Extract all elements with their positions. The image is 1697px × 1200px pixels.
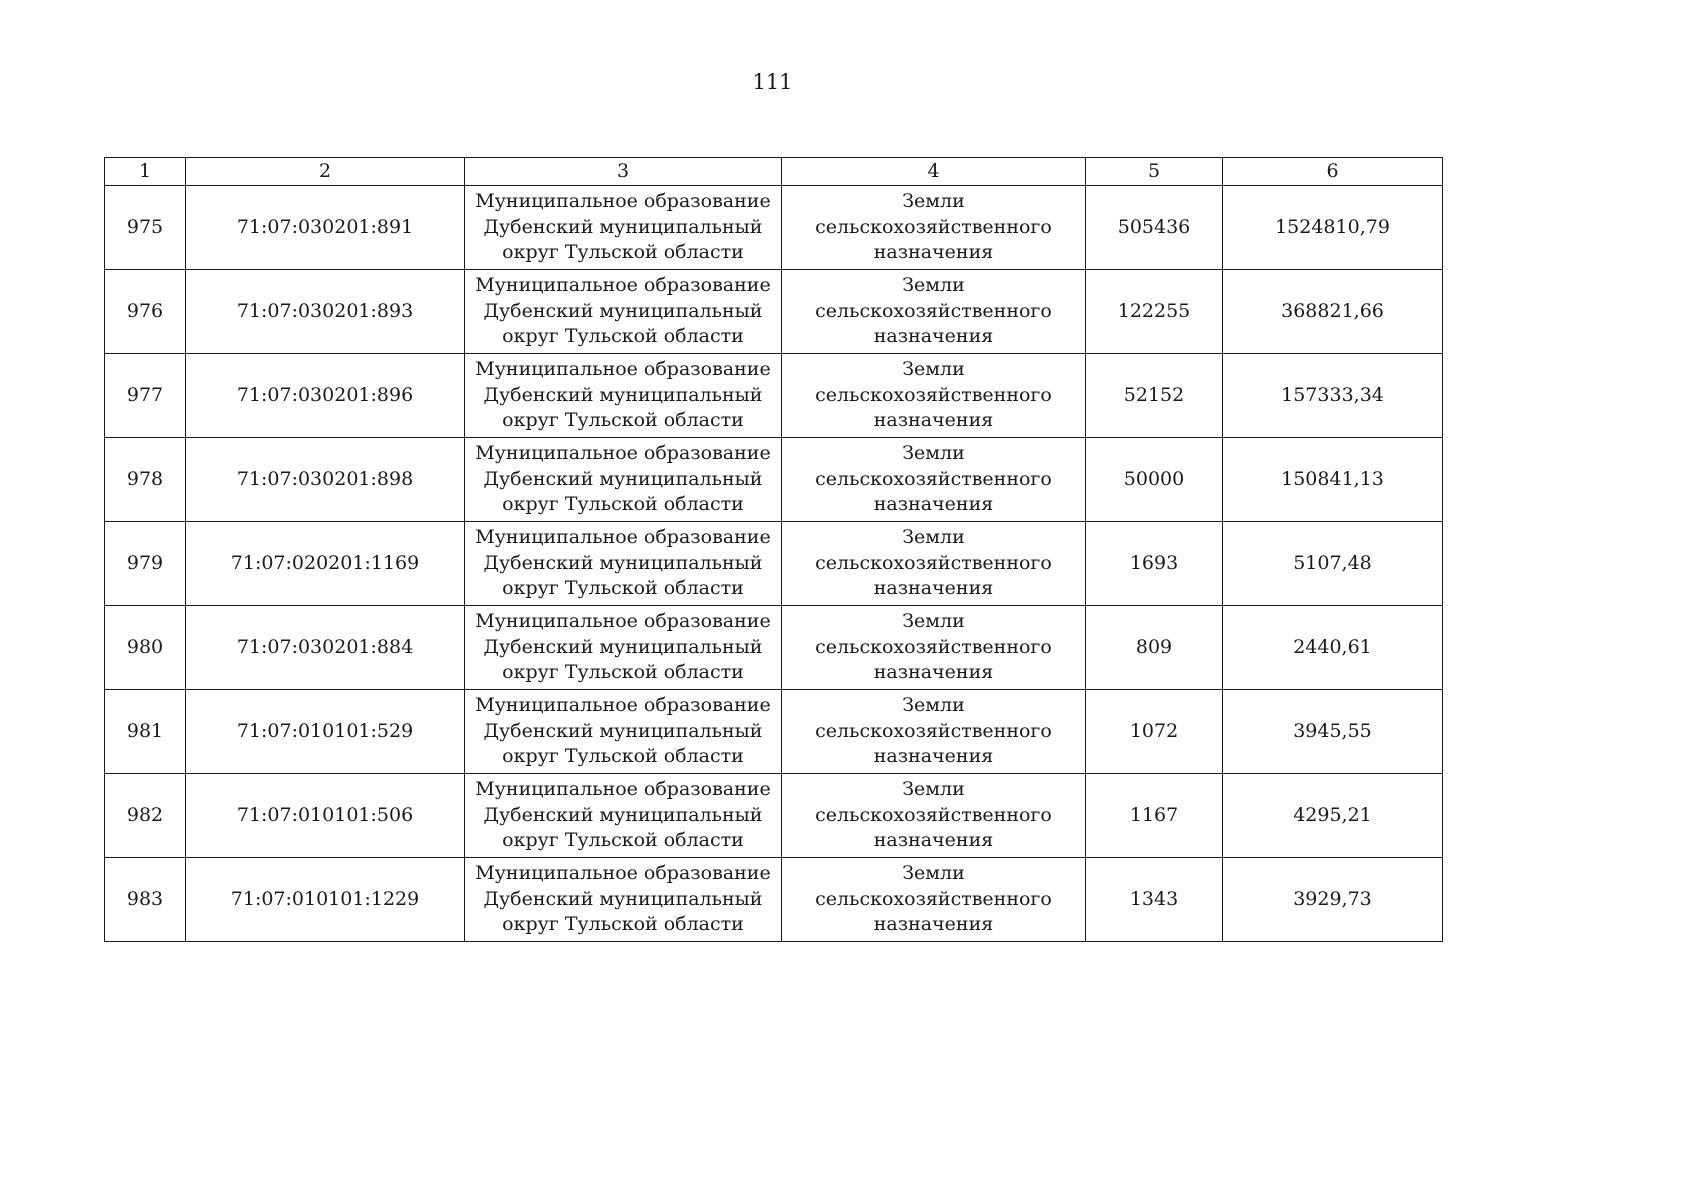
row-number: 979 <box>105 522 186 606</box>
plot-area: 122255 <box>1086 270 1223 354</box>
cadastral-number: 71:07:030201:891 <box>186 186 465 270</box>
row-number: 975 <box>105 186 186 270</box>
plot-area: 505436 <box>1086 186 1223 270</box>
land-category: Земли сельскохозяйственного назначения <box>782 186 1086 270</box>
owner-name: Муниципальное образование Дубенский муниципальный округ Тульской области <box>465 438 782 522</box>
header-row <box>105 158 1443 186</box>
row-number: 980 <box>105 606 186 690</box>
column-header: 1 <box>105 158 186 186</box>
table-row <box>105 690 1443 774</box>
table-row <box>105 438 1443 522</box>
owner-name: Муниципальное образование Дубенский муниципальный округ Тульской области <box>465 690 782 774</box>
land-category: Земли сельскохозяйственного назначения <box>782 522 1086 606</box>
cadastral-value: 1524810,79 <box>1223 186 1443 270</box>
row-number: 977 <box>105 354 186 438</box>
plot-area: 1693 <box>1086 522 1223 606</box>
row-number: 982 <box>105 774 186 858</box>
cadastral-number: 71:07:030201:898 <box>186 438 465 522</box>
cadastral-number: 71:07:030201:884 <box>186 606 465 690</box>
table-row <box>105 606 1443 690</box>
cadastral-value: 5107,48 <box>1223 522 1443 606</box>
land-category: Земли сельскохозяйственного назначения <box>782 354 1086 438</box>
land-category: Земли сельскохозяйственного назначения <box>782 774 1086 858</box>
table-row <box>105 522 1443 606</box>
land-category: Земли сельскохозяйственного назначения <box>782 270 1086 354</box>
cadastral-value: 4295,21 <box>1223 774 1443 858</box>
land-plots-table <box>104 157 1443 942</box>
row-number: 981 <box>105 690 186 774</box>
row-number: 978 <box>105 438 186 522</box>
table-row <box>105 858 1443 942</box>
cadastral-number: 71:07:010101:1229 <box>186 858 465 942</box>
cadastral-number: 71:07:020201:1169 <box>186 522 465 606</box>
cadastral-value: 157333,34 <box>1223 354 1443 438</box>
row-number: 983 <box>105 858 186 942</box>
cadastral-value: 3945,55 <box>1223 690 1443 774</box>
owner-name: Муниципальное образование Дубенский муниципальный округ Тульской области <box>465 774 782 858</box>
cadastral-number: 71:07:010101:529 <box>186 690 465 774</box>
land-category: Земли сельскохозяйственного назначения <box>782 690 1086 774</box>
table-row <box>105 186 1443 270</box>
owner-name: Муниципальное образование Дубенский муниципальный округ Тульской области <box>465 606 782 690</box>
plot-area: 1072 <box>1086 690 1223 774</box>
column-header: 2 <box>186 158 465 186</box>
cadastral-value: 150841,13 <box>1223 438 1443 522</box>
column-header: 5 <box>1086 158 1223 186</box>
plot-area: 50000 <box>1086 438 1223 522</box>
plot-area: 52152 <box>1086 354 1223 438</box>
cadastral-number: 71:07:030201:896 <box>186 354 465 438</box>
plot-area: 809 <box>1086 606 1223 690</box>
land-category: Земли сельскохозяйственного назначения <box>782 858 1086 942</box>
owner-name: Муниципальное образование Дубенский муниципальный округ Тульской области <box>465 522 782 606</box>
land-category: Земли сельскохозяйственного назначения <box>782 438 1086 522</box>
plot-area: 1167 <box>1086 774 1223 858</box>
cadastral-value: 368821,66 <box>1223 270 1443 354</box>
cadastral-value: 3929,73 <box>1223 858 1443 942</box>
table-row <box>105 354 1443 438</box>
cadastral-value: 2440,61 <box>1223 606 1443 690</box>
land-category: Земли сельскохозяйственного назначения <box>782 606 1086 690</box>
owner-name: Муниципальное образование Дубенский муниципальный округ Тульской области <box>465 354 782 438</box>
cadastral-number: 71:07:010101:506 <box>186 774 465 858</box>
owner-name: Муниципальное образование Дубенский муниципальный округ Тульской области <box>465 270 782 354</box>
column-header: 6 <box>1223 158 1443 186</box>
owner-name: Муниципальное образование Дубенский муниципальный округ Тульской области <box>465 858 782 942</box>
owner-name: Муниципальное образование Дубенский муниципальный округ Тульской области <box>465 186 782 270</box>
column-header: 3 <box>465 158 782 186</box>
row-number: 976 <box>105 270 186 354</box>
column-header: 4 <box>782 158 1086 186</box>
page-number: 111 <box>752 70 793 94</box>
table-row <box>105 774 1443 858</box>
table-row <box>105 270 1443 354</box>
cadastral-number: 71:07:030201:893 <box>186 270 465 354</box>
plot-area: 1343 <box>1086 858 1223 942</box>
